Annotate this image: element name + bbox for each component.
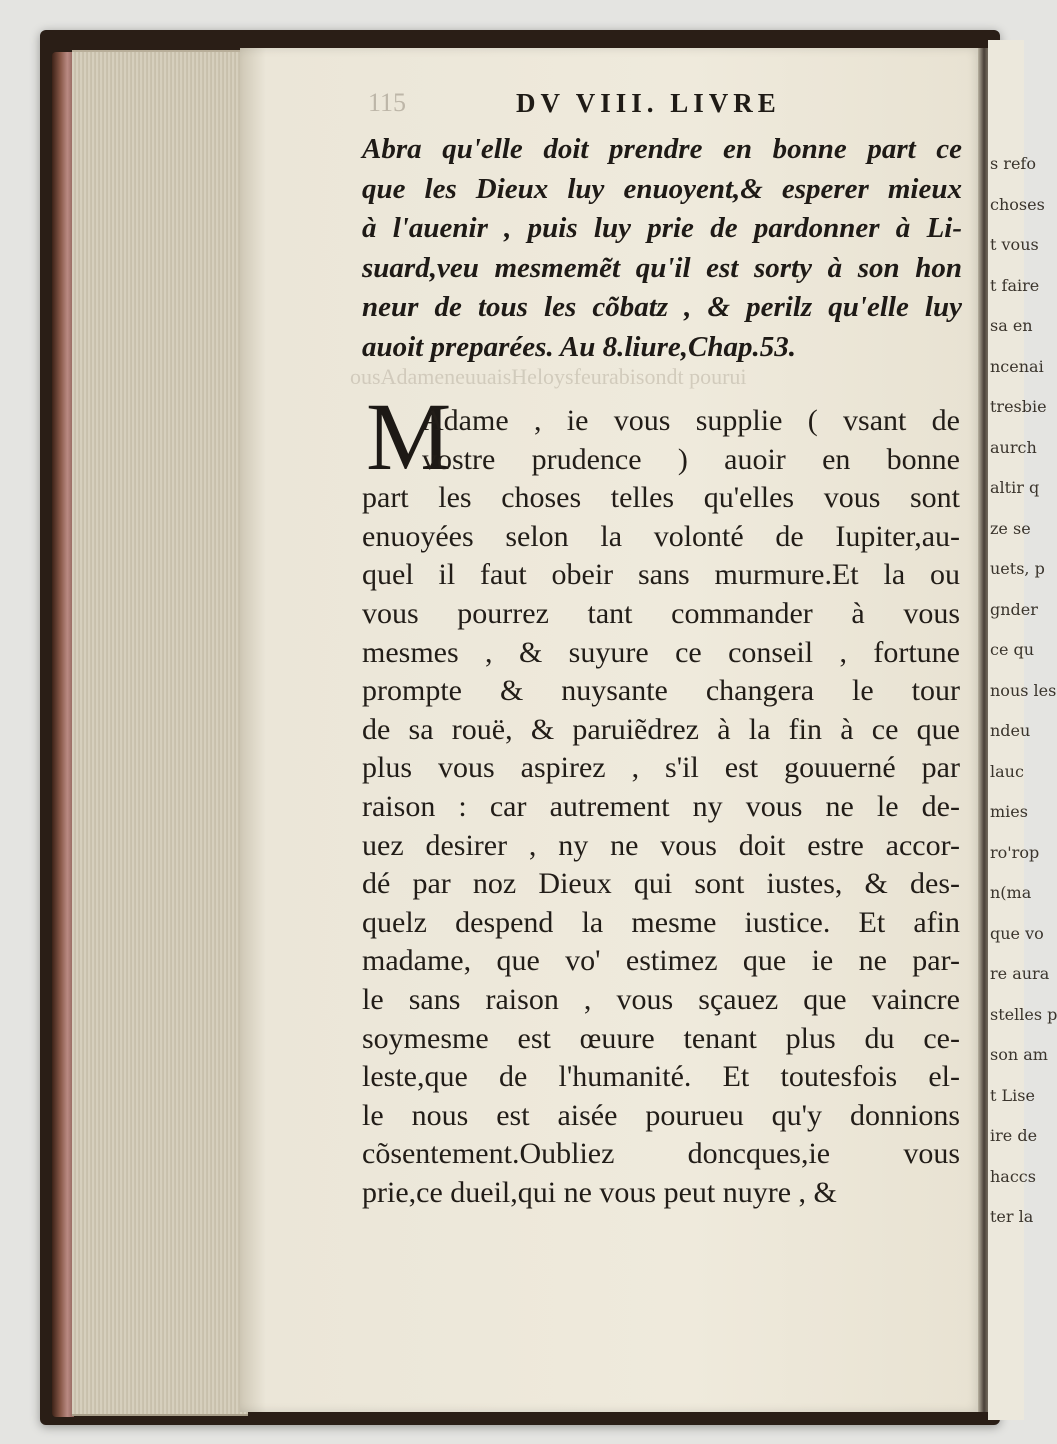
facing-line-fragment: s refo — [990, 154, 1036, 173]
facing-line-fragment: mies — [990, 802, 1028, 821]
facing-line-fragment: ire de — [990, 1126, 1038, 1145]
summary-line: à l'auenir , puis luy prie de pardonner à Li- — [362, 212, 962, 244]
drop-cap: M — [366, 383, 452, 490]
page-number: 115 — [368, 88, 407, 117]
chapter-summary — [362, 130, 962, 367]
text-line: madame, que vo' estimez que ie ne par- — [362, 944, 960, 978]
facing-line-fragment: n(ma — [990, 883, 1032, 902]
facing-line-fragment: ter la — [990, 1207, 1034, 1226]
text-line: cõsentement.Oubliez doncques,ie vous — [362, 1137, 960, 1171]
summary-line: que les Dieux luy enuoyent,& esperer mieux — [362, 172, 962, 205]
facing-page — [988, 40, 1057, 1420]
facing-line-fragment: altir q — [990, 478, 1040, 497]
facing-line-fragment: ze se — [990, 518, 1031, 538]
text-line: prie,ce dueil,qui ne vous peut nuyre , & — [362, 1175, 837, 1209]
running-title: DV VIII. LIVRE — [516, 88, 781, 118]
text-line: vostre prudence ) auoir en bonne — [422, 442, 960, 476]
text-line: enuoyées selon la volonté de Iupiter,au- — [362, 519, 960, 553]
text-line: plus vous aspirez , s'il est gouuerné par — [362, 751, 960, 785]
facing-line-fragment: son am — [990, 1045, 1048, 1064]
text-line: le sans raison , vous sçauez que vaincre — [362, 982, 960, 1016]
page-block-edge — [72, 50, 248, 1416]
text-line: part les choses telles qu'elles vous sont — [362, 481, 960, 515]
show-through-text: ousAdameneuuaisHeloysfeurabisondt pourui — [350, 364, 747, 389]
text-line: prompte & nuysante changera le tour — [362, 674, 960, 708]
text-line: de sa rouë, & paruiẽdrez à la fin à ce que — [362, 712, 960, 746]
facing-line-fragment: lauc — [990, 761, 1024, 781]
facing-line-fragment: ce qu — [990, 640, 1035, 659]
text-line: dé par noz Dieux qui sont iustes, & des- — [362, 867, 960, 901]
summary-line: auoit preparées. Au 8.liure,Chap.53. — [362, 330, 796, 363]
text-line: raison : car autrement ny vous ne le de- — [362, 789, 960, 823]
facing-line-fragment: aurch — [990, 437, 1037, 457]
text-line: Adame , ie vous supplie ( vsant de — [422, 404, 960, 437]
text-line: vous pourrez tant commander à vous — [362, 596, 960, 630]
facing-line-fragment: re aura — [990, 964, 1050, 983]
book-spine-edge — [52, 52, 74, 1417]
facing-line-fragment: sa en — [990, 316, 1033, 335]
facing-line-fragment: t vous — [990, 235, 1039, 254]
facing-line-fragment: ndeu — [990, 721, 1031, 740]
facing-line-fragment: tresbie — [990, 397, 1047, 416]
text-line: soymesme est œuure tenant plus du ce- — [362, 1021, 960, 1055]
facing-line-fragment: ro'rop — [990, 842, 1040, 862]
summary-line: Abra qu'elle doit prendre en bonne part ce — [362, 133, 962, 165]
body-text — [362, 402, 960, 1212]
facing-line-fragment: t Lise — [990, 1085, 1035, 1105]
facing-line-fragment: ncenai — [990, 356, 1044, 376]
facing-line-fragment: que vo — [990, 923, 1044, 943]
summary-line: suard,veu mesmemẽt qu'il est sorty à son hon — [362, 251, 962, 284]
facing-line-fragment: stelles p — [990, 1004, 1057, 1024]
facing-line-fragment: nous les — [990, 680, 1057, 700]
text-line: uez desirer , ny ne vous doit estre accor- — [362, 828, 960, 862]
text-line: le nous est aisée pourueu qu'y donnions — [362, 1098, 960, 1132]
facing-line-fragment: gnder — [990, 599, 1038, 619]
summary-line: neur de tous les cõbatz , & perilz qu'elle luy — [362, 291, 962, 323]
facing-line-fragment: uets, p — [990, 559, 1045, 578]
facing-line-fragment: choses — [990, 194, 1045, 214]
text-line: leste,que de l'humanité. Et toutesfois el- — [362, 1060, 960, 1094]
facing-line-fragment: t faire — [990, 275, 1040, 295]
facing-line-fragment: haccs — [990, 1166, 1036, 1186]
text-line: mesmes , & suyure ce conseil , fortune — [362, 635, 960, 669]
running-head — [368, 88, 958, 124]
text-line: quel il faut obeir sans murmure.Et la ou — [362, 558, 960, 592]
text-line: quelz despend la mesme iustice. Et afin — [362, 905, 960, 939]
